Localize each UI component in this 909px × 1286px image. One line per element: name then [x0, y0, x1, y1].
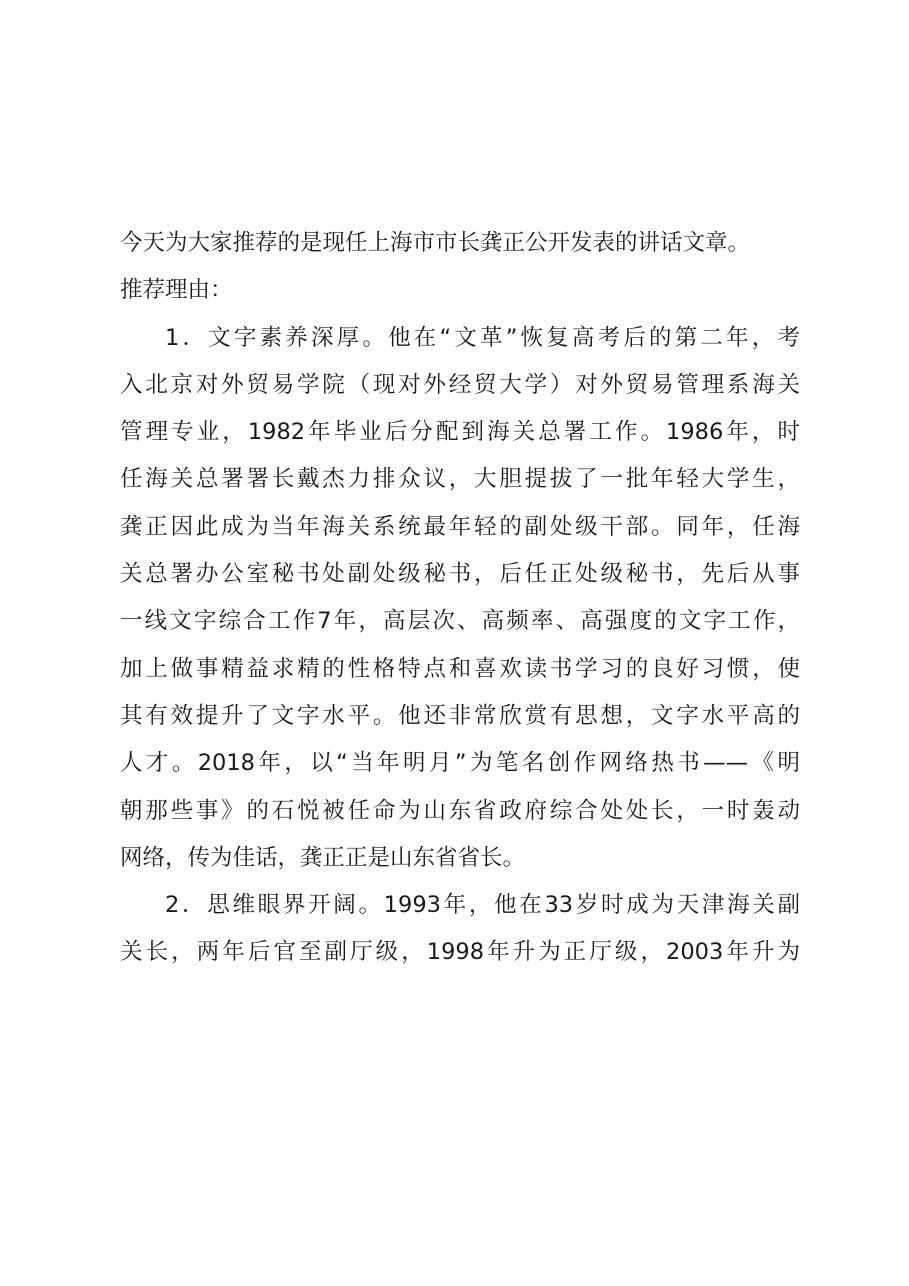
text-line: 任海关总署署长戴杰力排众议，大胆提拔了一批年轻大学生， [120, 466, 800, 493]
text-line: 龚正因此成为当年海关系统最年轻的副处级干部。同年，任海 [120, 513, 800, 540]
text-line: 入北京对外贸易学院（现对外经贸大学）对外贸易管理系海关 [120, 371, 800, 398]
text-line: 2．思维眼界开阔。1993年，他在33岁时成为天津海关副 [165, 892, 800, 919]
text-line: 推荐理由： [120, 277, 233, 304]
text-line: 1．文字素养深厚。他在“文革”恢复高考后的第二年，考 [165, 324, 800, 351]
text-line: 其有效提升了文字水平。他还非常欣赏有思想，文字水平高的 [120, 702, 800, 729]
text-line: 一线文字综合工作7年，高层次、高频率、高强度的文字工作， [120, 608, 800, 635]
text-line: 管理专业，1982年毕业后分配到海关总署工作。1986年，时 [120, 419, 800, 446]
text-line: 今天为大家推荐的是现任上海市市长龚正公开发表的讲话文章。 [120, 230, 751, 256]
text-line: 人才。2018年，以“当年明月”为笔名创作网络热书——《明 [120, 750, 800, 777]
text-line: 关长，两年后官至副厅级，1998年升为正厅级，2003年升为 [120, 939, 800, 966]
text-line: 关总署办公室秘书处副处级秘书，后任正处级秘书，先后从事 [120, 561, 800, 588]
text-line: 网络，传为佳话，龚正正是山东省省长。 [120, 844, 526, 871]
text-line: 加上做事精益求精的性格特点和喜欢读书学习的良好习惯，使 [120, 655, 800, 682]
document-body [120, 220, 800, 977]
text-line: 朝那些事》的石悦被任命为山东省政府综合处处长，一时轰动 [120, 797, 800, 824]
